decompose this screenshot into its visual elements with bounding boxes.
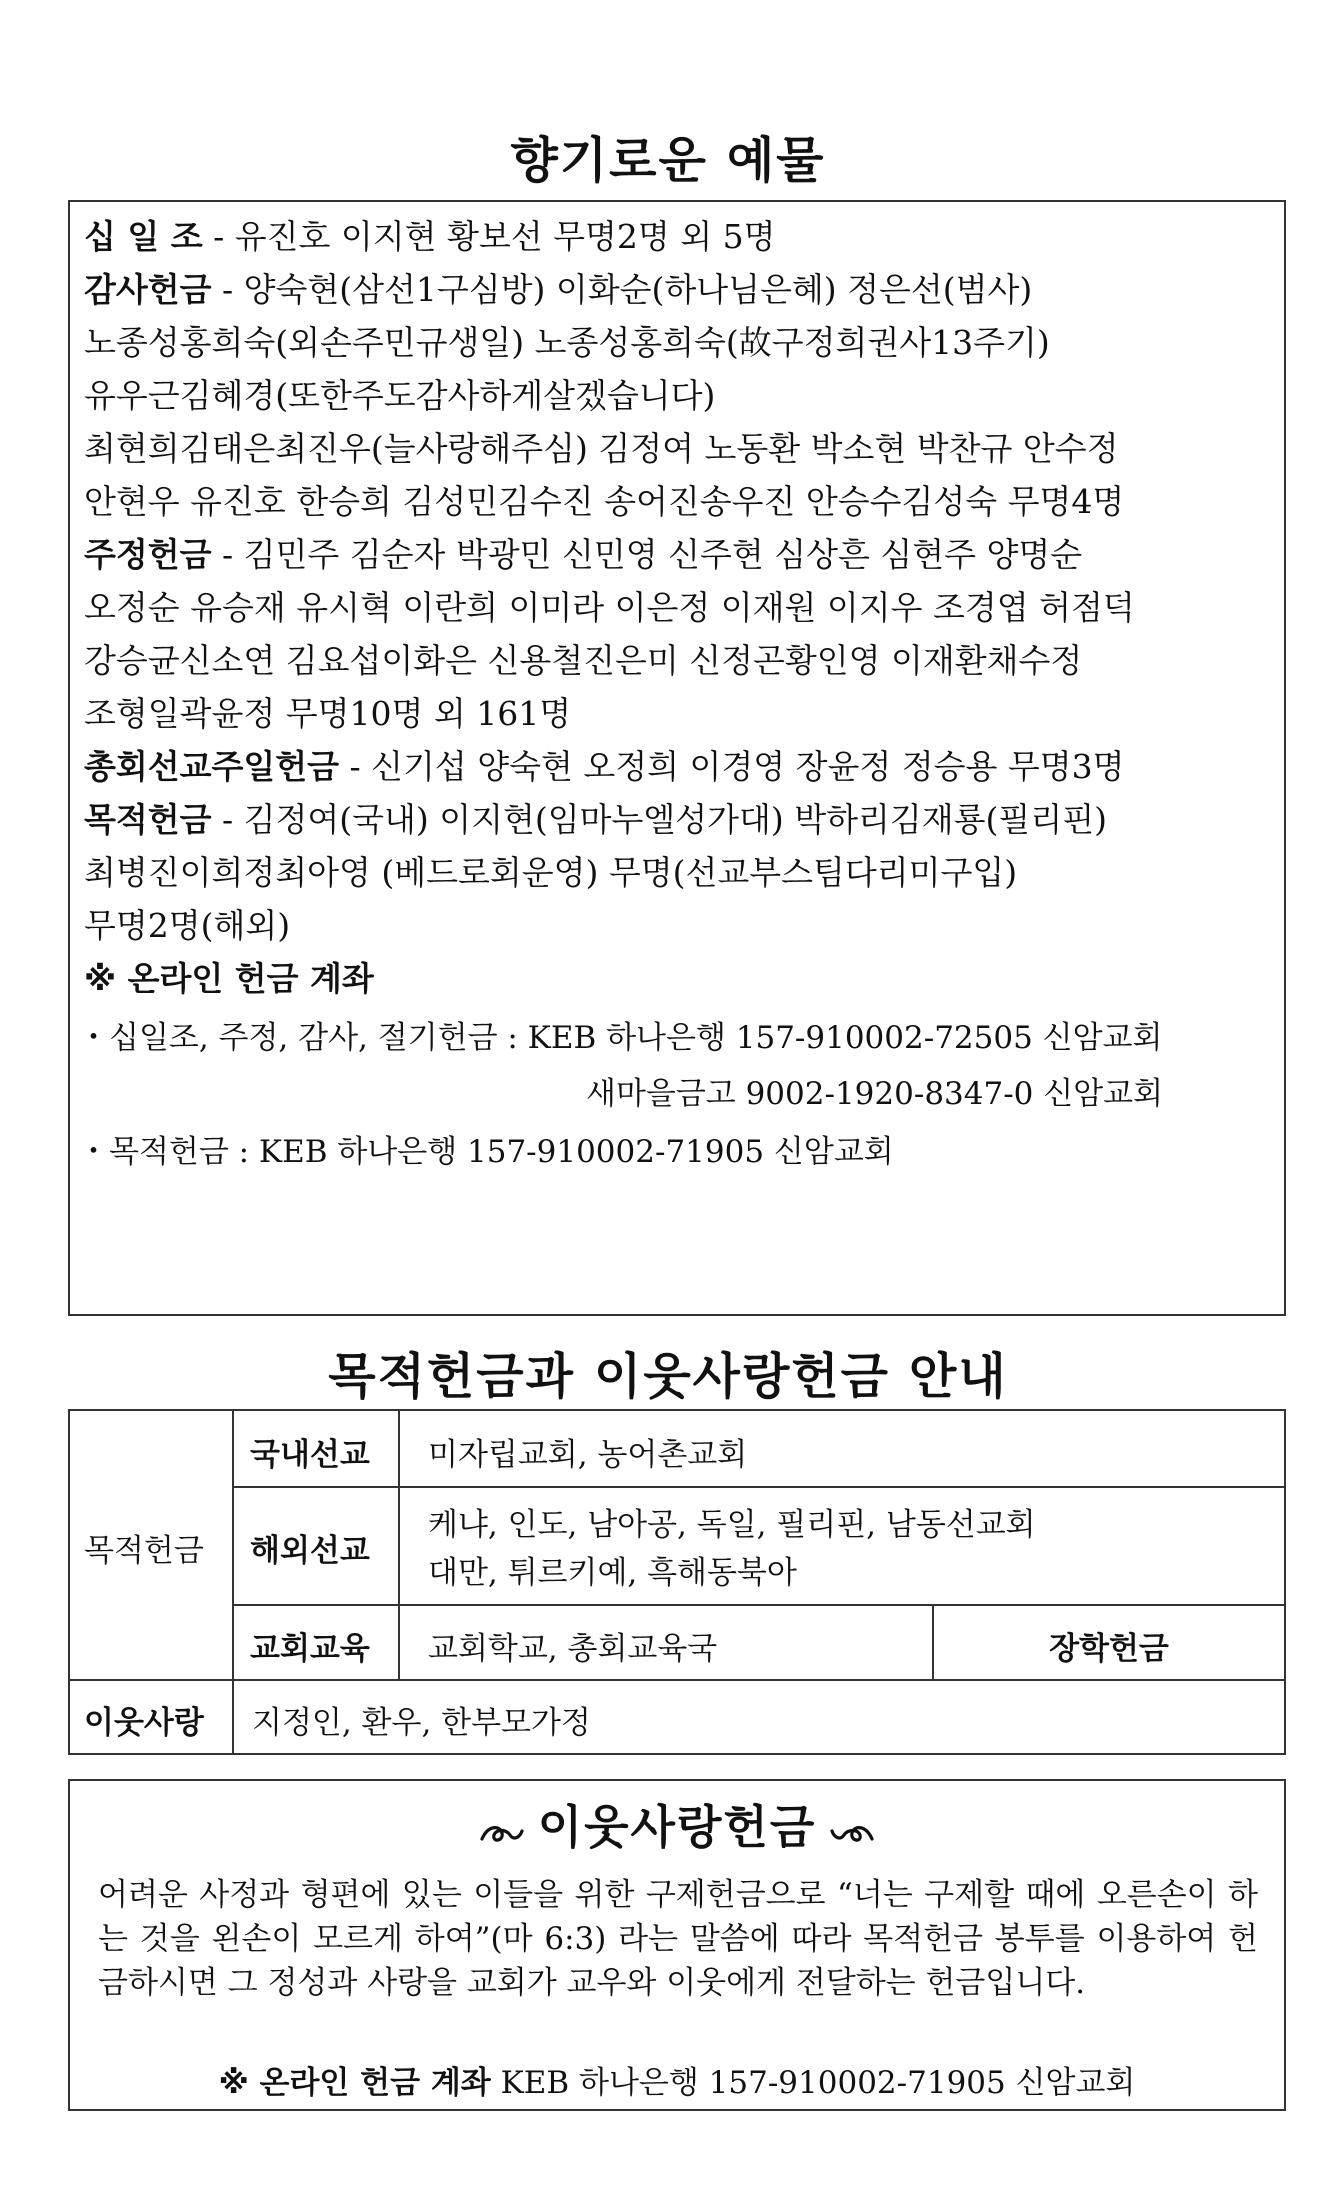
thanks-line-1 <box>84 268 1032 312</box>
purpose-line-1 <box>84 798 1107 842</box>
weekly-label: 주정헌금 <box>84 535 212 574</box>
domestic-mission-value: 미자립교회, 농어촌교회 <box>428 1437 748 1473</box>
left-ornament-icon <box>478 1804 524 1858</box>
mission-sunday-line <box>84 745 1125 789</box>
tithe-label: 십 일 조 <box>84 217 203 256</box>
weekly-names-1: - 김민주 김순자 박광민 신민영 신주현 심상흔 심현주 양명순 <box>211 535 1083 574</box>
thanks-line-3: 유우근김혜경(또한주도감사하게살겠습니다) <box>84 376 716 415</box>
church-education-label: 교회교육 <box>250 1631 370 1667</box>
online-account-line-1: ・십일조, 주정, 감사, 절기헌금 : KEB 하나은행 157-910002-72505 신암교회 <box>78 1020 1163 1056</box>
table-divider <box>398 1411 400 1681</box>
thanks-line-2: 노종성홍희숙(외손주민규생일) 노종성홍희숙(故구정희권사13주기) <box>84 323 1050 362</box>
weekly-line-2: 오정순 유승재 유시혁 이란희 이미라 이은정 이재원 이지우 조경엽 허점덕 <box>84 588 1135 627</box>
tithe-names: - 유진호 이지현 황보선 무명2명 외 5명 <box>202 217 776 256</box>
overseas-mission-value-2: 대만, 튀르키예, 흑해동북아 <box>428 1555 797 1591</box>
overseas-mission-label: 해외선교 <box>250 1533 370 1569</box>
guide-title: 목적헌금과 이웃사랑헌금 안내 <box>328 1348 1008 1405</box>
weekly-line-1 <box>84 533 1082 577</box>
online-account-line-2: 새마을금고 9002-1920-8347-0 신암교회 <box>586 1076 1164 1112</box>
overseas-mission-value-1: 케냐, 인도, 남아공, 독일, 필리핀, 남동선교회 <box>428 1507 1036 1543</box>
thanks-names-1: - 양숙현(삼선1구심방) 이화순(하나님은혜) 정은선(범사) <box>211 270 1033 309</box>
mission-sunday-label: 총회선교주일헌금 <box>84 747 340 786</box>
neighbor-love-heading <box>70 1791 1284 1858</box>
online-account-line-3: ・목적헌금 : KEB 하나은행 157-910002-71905 신암교회 <box>78 1134 894 1170</box>
neighbor-love-box <box>68 1779 1286 2111</box>
thanks-line-4: 최현희김태은최진우(늘사랑해주심) 김정여 노동환 박소현 박찬규 안수정 <box>84 429 1119 468</box>
mission-sunday-names: - 신기섭 양숙현 오정희 이경영 장윤정 정승용 무명3명 <box>339 747 1125 786</box>
purpose-offering-header: 목적헌금 <box>84 1533 204 1569</box>
weekly-line-4: 조형일곽윤정 무명10명 외 161명 <box>84 694 572 733</box>
thanks-line-5: 안현우 유진호 한승희 김성민김수진 송어진송우진 안승수김성숙 무명4명 <box>84 482 1125 521</box>
table-divider <box>232 1411 234 1681</box>
offerings-title: 향기로운 예물 <box>510 132 826 189</box>
neighbor-love-account <box>70 2057 1284 2102</box>
neighbor-love-account-heading: ※ 온라인 헌금 계좌 <box>218 2065 491 2101</box>
weekly-line-3: 강승균신소연 김요섭이화은 신용철진은미 신정곤황인영 이재환채수정 <box>84 641 1083 680</box>
church-education-value: 교회학교, 총회교육국 <box>428 1631 718 1667</box>
table-divider <box>70 1679 1284 1681</box>
offerings-box <box>68 200 1286 1316</box>
right-ornament-icon <box>830 1804 876 1858</box>
online-account-heading: ※ 온라인 헌금 계좌 <box>84 959 374 998</box>
neighbor-love-description: 어려운 사정과 형편에 있는 이들을 위한 구제헌금으로 “너는 구제할 때에 오른손이 하는 것을 왼손이 모르게 하여”(마 6:3) 라는 말씀에 따라 목적헌금 봉투를 이용하여 헌금하시면 그 정성과 사랑을 교회가 교우와 이웃에게 전달하는 헌금입니다. <box>98 1877 1258 2001</box>
table-divider <box>232 1486 1284 1488</box>
neighbor-love-value: 지정인, 환우, 한부모가정 <box>252 1705 591 1741</box>
neighbor-love-title: 이웃사랑헌금 <box>537 1800 817 1854</box>
purpose-label: 목적헌금 <box>84 800 212 839</box>
neighbor-love-label: 이웃사랑 <box>84 1705 204 1741</box>
table-divider <box>232 1604 1284 1606</box>
purpose-line-3: 무명2명(해외) <box>84 906 291 945</box>
domestic-mission-label: 국내선교 <box>250 1437 370 1473</box>
purpose-names-1: - 김정여(국내) 이지현(임마누엘성가대) 박하리김재룡(필리핀) <box>211 800 1107 839</box>
scholarship-offering-label: 장학헌금 <box>1049 1631 1169 1667</box>
table-divider <box>232 1679 234 1753</box>
purpose-line-2: 최병진이희정최아영 (베드로회운영) 무명(선교부스팀다리미구입) <box>84 853 1018 892</box>
tithe-line <box>84 215 776 259</box>
thanks-label: 감사헌금 <box>84 270 212 309</box>
guide-table <box>68 1409 1286 1755</box>
neighbor-love-account-text: KEB 하나은행 157-910002-71905 신암교회 <box>490 2065 1136 2101</box>
